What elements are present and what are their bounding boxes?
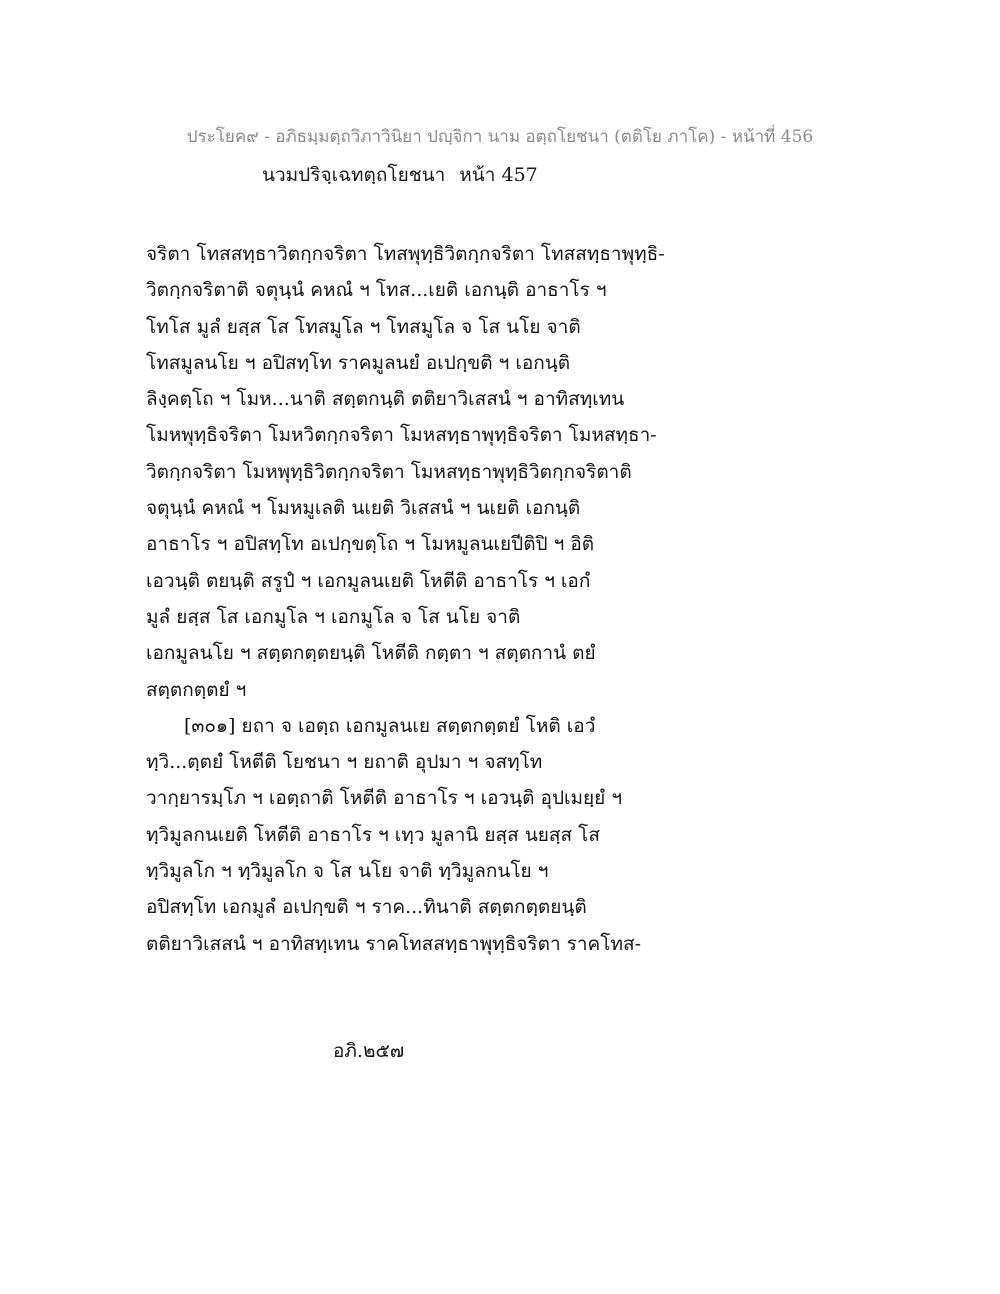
text-line: วากฺยารมฺโภ ฯ เอตฺถาติ โหตีติ อาธาโร ฯ เอวนฺติ อุปเมยฺยํ ฯ bbox=[146, 787, 623, 810]
text-line: เอวนฺติ ตยนฺติ สรูปํ ฯ เอกมูลนเยติ โหตีติ อาธาโร ฯ เอกํ bbox=[146, 569, 591, 592]
page-subtitle bbox=[262, 160, 538, 190]
section-title: นวมปริจฺเฉทตฺถโยชนา bbox=[262, 164, 446, 186]
text-line: โมหพุทฺธิจริตา โมหวิตกฺกจริตา โมหสทฺธาพุทฺธิจริตา โมหสทฺธา- bbox=[146, 424, 657, 447]
paragraph-start-line: [๓๐๑] ยถา จ เอตฺถ เอกมูลนเย สตฺตกตฺตยํ โหติ เอวํ bbox=[184, 714, 596, 737]
text-line: ตติยาวิเสสนํ ฯ อาทิสทฺเทน ราคโทสสทฺธาพุทฺธิจริตา ราคโทส- bbox=[146, 932, 642, 955]
text-line: ทฺวิมูลกนเยติ โหตีติ อาธาโร ฯ เทฺว มูลานิ ยสฺส นยสฺส โส bbox=[146, 823, 600, 846]
text-line: ทฺวิ...ตฺตยํ โหตีติ โยชนา ฯ ยถาติ อุปมา ฯ จสทฺโท bbox=[146, 751, 543, 774]
text-line: จริตา โทสสทฺธาวิตกฺกจริตา โทสพุทฺธิวิตกฺกจริตา โทสสทฺธาพุทฺธิ- bbox=[146, 243, 665, 265]
page-number-label: หน้า 457 bbox=[459, 164, 538, 186]
text-line: วิตกฺกจริตา โมหพุทฺธิวิตกฺกจริตา โมหสทฺธาพุทฺธิวิตกฺกจริตาติ bbox=[146, 460, 632, 483]
text-line: โทสมูลนโย ฯ อปิสทฺโท ราคมูลนยํ อเปกฺขติ ฯ เอกนฺติ bbox=[146, 351, 571, 374]
text-line: เอกมูลนโย ฯ สตฺตกตฺตยนฺติ โหตีติ กตฺตา ฯ สตฺตกานํ ตยํ bbox=[146, 642, 596, 665]
text-line: มูลํ ยสฺส โส เอกมูโล ฯ เอกมูโล จ โส นโย จาติ bbox=[146, 605, 521, 628]
text-line: สตฺตกตฺตยํ ฯ bbox=[146, 678, 247, 701]
text-line: อาธาโร ฯ อปิสทฺโท อเปกฺขตฺโถ ฯ โมหมูลนเยปีติปิ ฯ อิติ bbox=[146, 533, 595, 556]
text-line: วิตกฺกจริตาติ จตุนฺนํ คหณํ ฯ โทส...เยติ เอกนฺติ อาธาโร ฯ bbox=[146, 279, 607, 302]
running-header: ประโยค๙ - อภิธมฺมตฺถวิภาวินิยา ปญฺจิกา นาม อตฺถโยชนา (ตติโย ภาโค) - หน้าที่ 456 bbox=[186, 127, 814, 147]
text-line: อปิสทฺโท เอกมูลํ อเปกฺขติ ฯ ราค...ทินาติ สตฺตกตฺตยนฺติ bbox=[146, 896, 587, 919]
body-text bbox=[146, 236, 886, 962]
text-line: โทโส มูลํ ยสฺส โส โทสมูโล ฯ โทสมูโล จ โส นโย จาติ bbox=[146, 315, 581, 338]
text-line: จตุนฺนํ คหณํ ฯ โมหมูเลติ นเยติ วิเสสนํ ฯ นเยติ เอกนฺติ bbox=[146, 497, 581, 520]
text-line: ทฺวิมูลโก ฯ ทฺวิมูลโก จ โส นโย จาติ ทฺวิมูลกนโย ฯ bbox=[146, 860, 549, 883]
text-line: ลิงฺคตฺโถ ฯ โมห...นาติ สตฺตกนฺติ ตติยาวิเสสนํ ฯ อาทิสทฺเทน bbox=[146, 388, 625, 411]
page-footer-signature: อภิ.๒๕๗ bbox=[333, 1040, 405, 1062]
